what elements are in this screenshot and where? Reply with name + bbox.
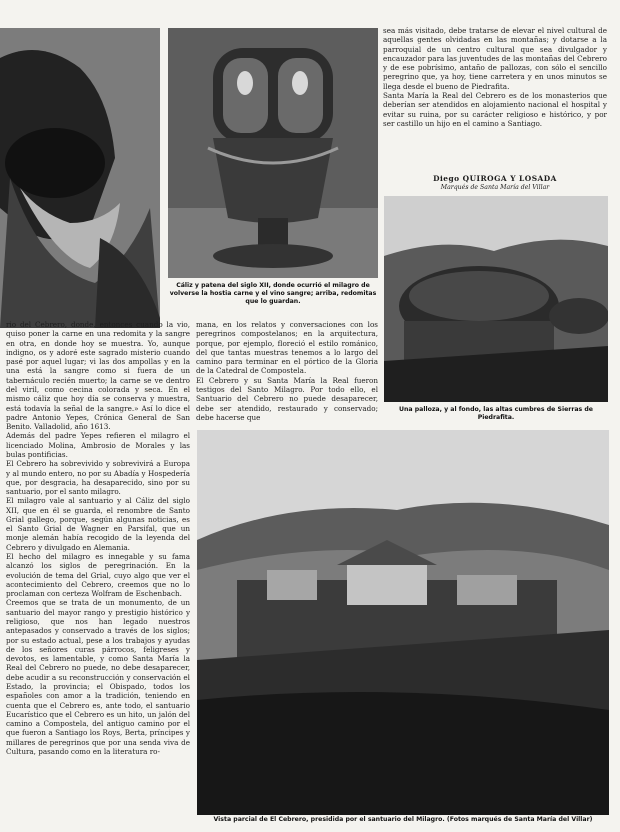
palloza-image <box>384 196 608 402</box>
palloza-caption: Una palloza, y al fondo, las altas cumbres de Sierras de Piedrafita. <box>398 406 594 421</box>
chalice-photo <box>168 28 378 278</box>
author-signature: Diego QUIROGA Y LOSADA <box>433 174 557 183</box>
chalice-image <box>168 28 378 278</box>
article-top-right: sea más visitado, debe tratarse de elevar el nivel cultural de aquellas gentes olvidadas en las montañas; y dotarse a la parroquial de un centro cultural que sea divulgador y encauzador para las juventudes de las montañas del Cebrero y de ese pobrísimo, antaño de pallozas, con sólo el sencillo peregrino que, ya hoy, tiene carretera y en unos minutos se llega desde el bueno de Piedrafita. Santa María la Real del Cebrero es de los monasterios que deberían ser atendidos en alojamiento nacional el hospital y evitar su ruina, por su carácter religioso e histórico, y por ser castillo un hijo en el camino a Santiago. <box>383 26 607 128</box>
village-image <box>197 430 609 815</box>
author-title: Marqués de Santa María del Villar <box>440 184 550 191</box>
article-middle-column: mana, en los relatos y conversaciones con los peregrinos compostelanos; en la arquitectura, porque, por ejemplo, floreció el estilo románico, del que tantas muestras tenemos a lo largo del camino para terminar en el pórtico de la Gloria de la Catedral de Compostela. El Cebrero y su Santa María la Real fueron testigos del Santo Milagro. Por todo ello, el Santuario del Cebrero no puede desaparecer, debe ser atendido, restaurado y conservado; debe hacerse que <box>196 320 378 422</box>
portrait-image <box>0 28 160 328</box>
palloza-photo <box>384 196 608 402</box>
village-caption: Vista parcial de El Cebrero, presidida por el santuario del Milagro. (Fotos marqués de Santa María del Villar) <box>213 816 593 823</box>
chalice-caption: Cáliz y patena del siglo XII, donde ocurrió el milagro de volverse la hostia carne y el vino sangre; arriba, redomitas que lo guardan. <box>169 282 377 305</box>
village-photo <box>197 430 609 815</box>
article-left-column: rio del Cebrero, donde, entonces cuando la vio, quiso poner la carne en una redomita y la sangre en otra, en donde hoy se muestra. Yo, aunque indigno, os y adoré este sagrado misterio cuando pasé por aquel lugar; vi las dos ampollas y en la una está la sangre como si fuera de un tabernáculo recién muerto; la carne se ve dentro del viril, como cecina colorada y seca. En el mismo cáliz que hoy día se conserva y muestra, está todavía la señal de la sangre.» Así lo dice el padre Antonio Yepes, Crónica General de San Benito. Valladolid, año 1613. Además del padre Yepes refieren el milagro el licenciado Molina, Ambrosio de Morales y las bulas pontificias. El Cebrero ha sobrevivido y sobrevivirá a Europa y al mundo entero, no por su Abadía y Hospedería que, por desgracia, ha desaparecido, sino por su santuario, por el santo milagro. El milagro vale al santuario y al Cáliz del siglo XII, que en él se guarda, el renombre de Santo Grial gallego, porque, según algunas noticias, es el Santo Grial de Wagner en Parsifal, que un monje alemán había recogido de la leyenda del Cebrero y divulgado en Alemania. El hecho del milagro es innegable y su fama alcanzó los siglos de peregrinación. En la evolución de tema del Grial, cuyo algo que ver el acontecimiento del Cebrero, creemos que no lo proclaman con certeza Wolfram de Eschenbach. Creemos que se trata de un monumento, de un santuario del mayor rango y prestigio histórico y religioso, que nos han legado nuestros antepasados y conservado a través de los siglos; por su estado actual, pese a los trabajos y ayudas de los señores curas párrocos, feligreses y devotos, es lamentable, y como Santa María la Real del Cebrero no puede, no debe desaparecer, debe acudir a su reconstrucción y conservación el Estado, la provincia; el Obispado, todos los españoles con amor a la tradición, teniendo en cuenta que el Cebrero es, ante todo, el santuario Eucarístico que el Cebrero es un hito, un jalón del camino a Compostela, del antiguo camino por el que fueron a Santiago los Roys, Berta, príncipes y millares de peregrinos que por una senda viva de Cultura, pasando como en la literatura ro- <box>6 320 190 756</box>
portrait-photo <box>0 28 160 328</box>
